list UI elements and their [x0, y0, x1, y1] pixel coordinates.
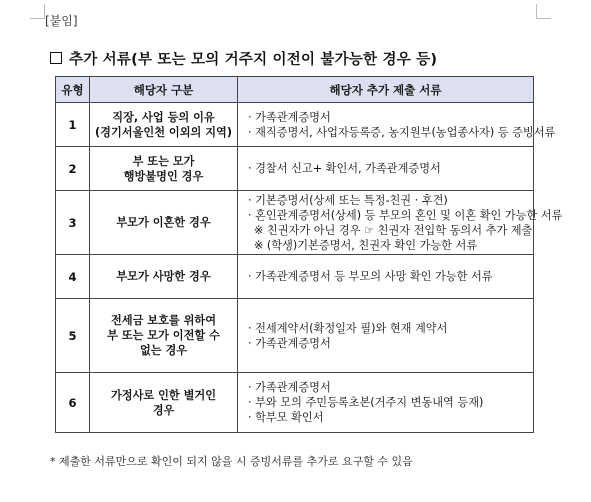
row-type-number: 2	[56, 147, 90, 191]
category-line: 부 또는 모가 이전할 수	[107, 329, 220, 342]
table-row	[56, 255, 534, 299]
attachment-label: [붙임]	[45, 14, 78, 28]
row-type-number: 6	[56, 373, 90, 433]
document-line: · 전세계약서(확정일자 필)와 현재 계약서	[248, 321, 448, 335]
header-category: 해당자 구분	[90, 77, 238, 103]
document-line: · 가족관계증명서	[248, 381, 331, 394]
section-heading-text: 추가 서류(부 또는 모의 거주지 이전이 불가능한 경우 등)	[69, 52, 438, 68]
category-line: 부모가 이혼한 경우	[116, 216, 211, 229]
row-documents	[238, 147, 534, 191]
document-line: · 기본증명서(상세 또는 특정-친권 · 후견)	[248, 193, 448, 207]
category-line: 직장, 사업 등의 이유	[112, 110, 215, 124]
table-row	[56, 147, 534, 191]
category-line: 행방불명인 경우	[123, 169, 204, 183]
document-line: ※ (학생)기본증명서, 친권자 확인 가능한 서류	[254, 238, 478, 252]
category-line: 없는 경우	[139, 344, 188, 357]
document-line: · 경찰서 신고+ 확인서, 가족관계증명서	[248, 162, 441, 175]
page-corner-mark-right	[536, 4, 551, 19]
document-line: · 혼인관계증명서(상세) 등 부모의 혼인 및 이혼 확인 가능한 서류	[248, 208, 563, 222]
table-body	[56, 103, 563, 433]
row-type-number: 3	[56, 191, 90, 255]
table-header-row	[56, 77, 534, 103]
row-type-number: 5	[56, 299, 90, 373]
document-line: · 가족관계증명서	[248, 336, 331, 350]
header-type: 유형	[56, 77, 90, 103]
table-row	[56, 299, 534, 373]
document-line: · 가족관계증명서 등 부모의 사망 확인 가능한 서류	[248, 270, 493, 283]
page-corner-mark-left	[30, 4, 45, 19]
section-heading	[50, 48, 437, 69]
row-category	[90, 255, 238, 299]
table-row	[56, 373, 534, 433]
row-category	[90, 103, 238, 147]
category-line: 가정사로 인한 별거인	[110, 388, 217, 402]
row-documents	[238, 103, 556, 147]
category-line: 경우	[152, 403, 175, 417]
row-type-number: 1	[56, 103, 90, 147]
category-line: 부모가 사망한 경우	[116, 270, 211, 283]
table-row	[56, 191, 534, 255]
footnote: * 제출한 서류만으로 확인이 되지 않을 시 증빙서류를 추가로 요구할 수 있음	[50, 455, 413, 468]
documents-table	[55, 76, 563, 433]
category-line: 전세금 보호를 위하여	[110, 314, 217, 327]
row-documents	[238, 373, 534, 433]
square-bullet-icon	[50, 52, 62, 64]
document-line: ※ 친권자가 아닌 경우 ☞ 친권자 전입학 동의서 추가 제출	[254, 223, 533, 237]
row-category	[90, 147, 238, 191]
document-line: · 학부모 확인서	[248, 411, 324, 424]
category-line: (경기서울인천 이외의 지역)	[95, 125, 232, 139]
row-documents	[238, 299, 534, 373]
row-documents	[238, 255, 534, 299]
row-type-number: 4	[56, 255, 90, 299]
document-line: · 재직증명서, 사업자등록증, 농지원부(농업종사자) 등 증빙서류	[248, 125, 556, 139]
document-line: · 부와 모의 주민등록초본(거주지 변동내역 등재)	[248, 396, 484, 409]
row-category	[90, 299, 238, 373]
row-documents	[238, 191, 563, 255]
document-line: · 가족관계증명서	[248, 110, 331, 124]
row-category	[90, 191, 238, 255]
header-documents: 해당자 추가 제출 서류	[238, 77, 534, 103]
table-row	[56, 103, 534, 147]
row-category	[90, 373, 238, 433]
category-line: 부 또는 모가	[132, 154, 195, 168]
